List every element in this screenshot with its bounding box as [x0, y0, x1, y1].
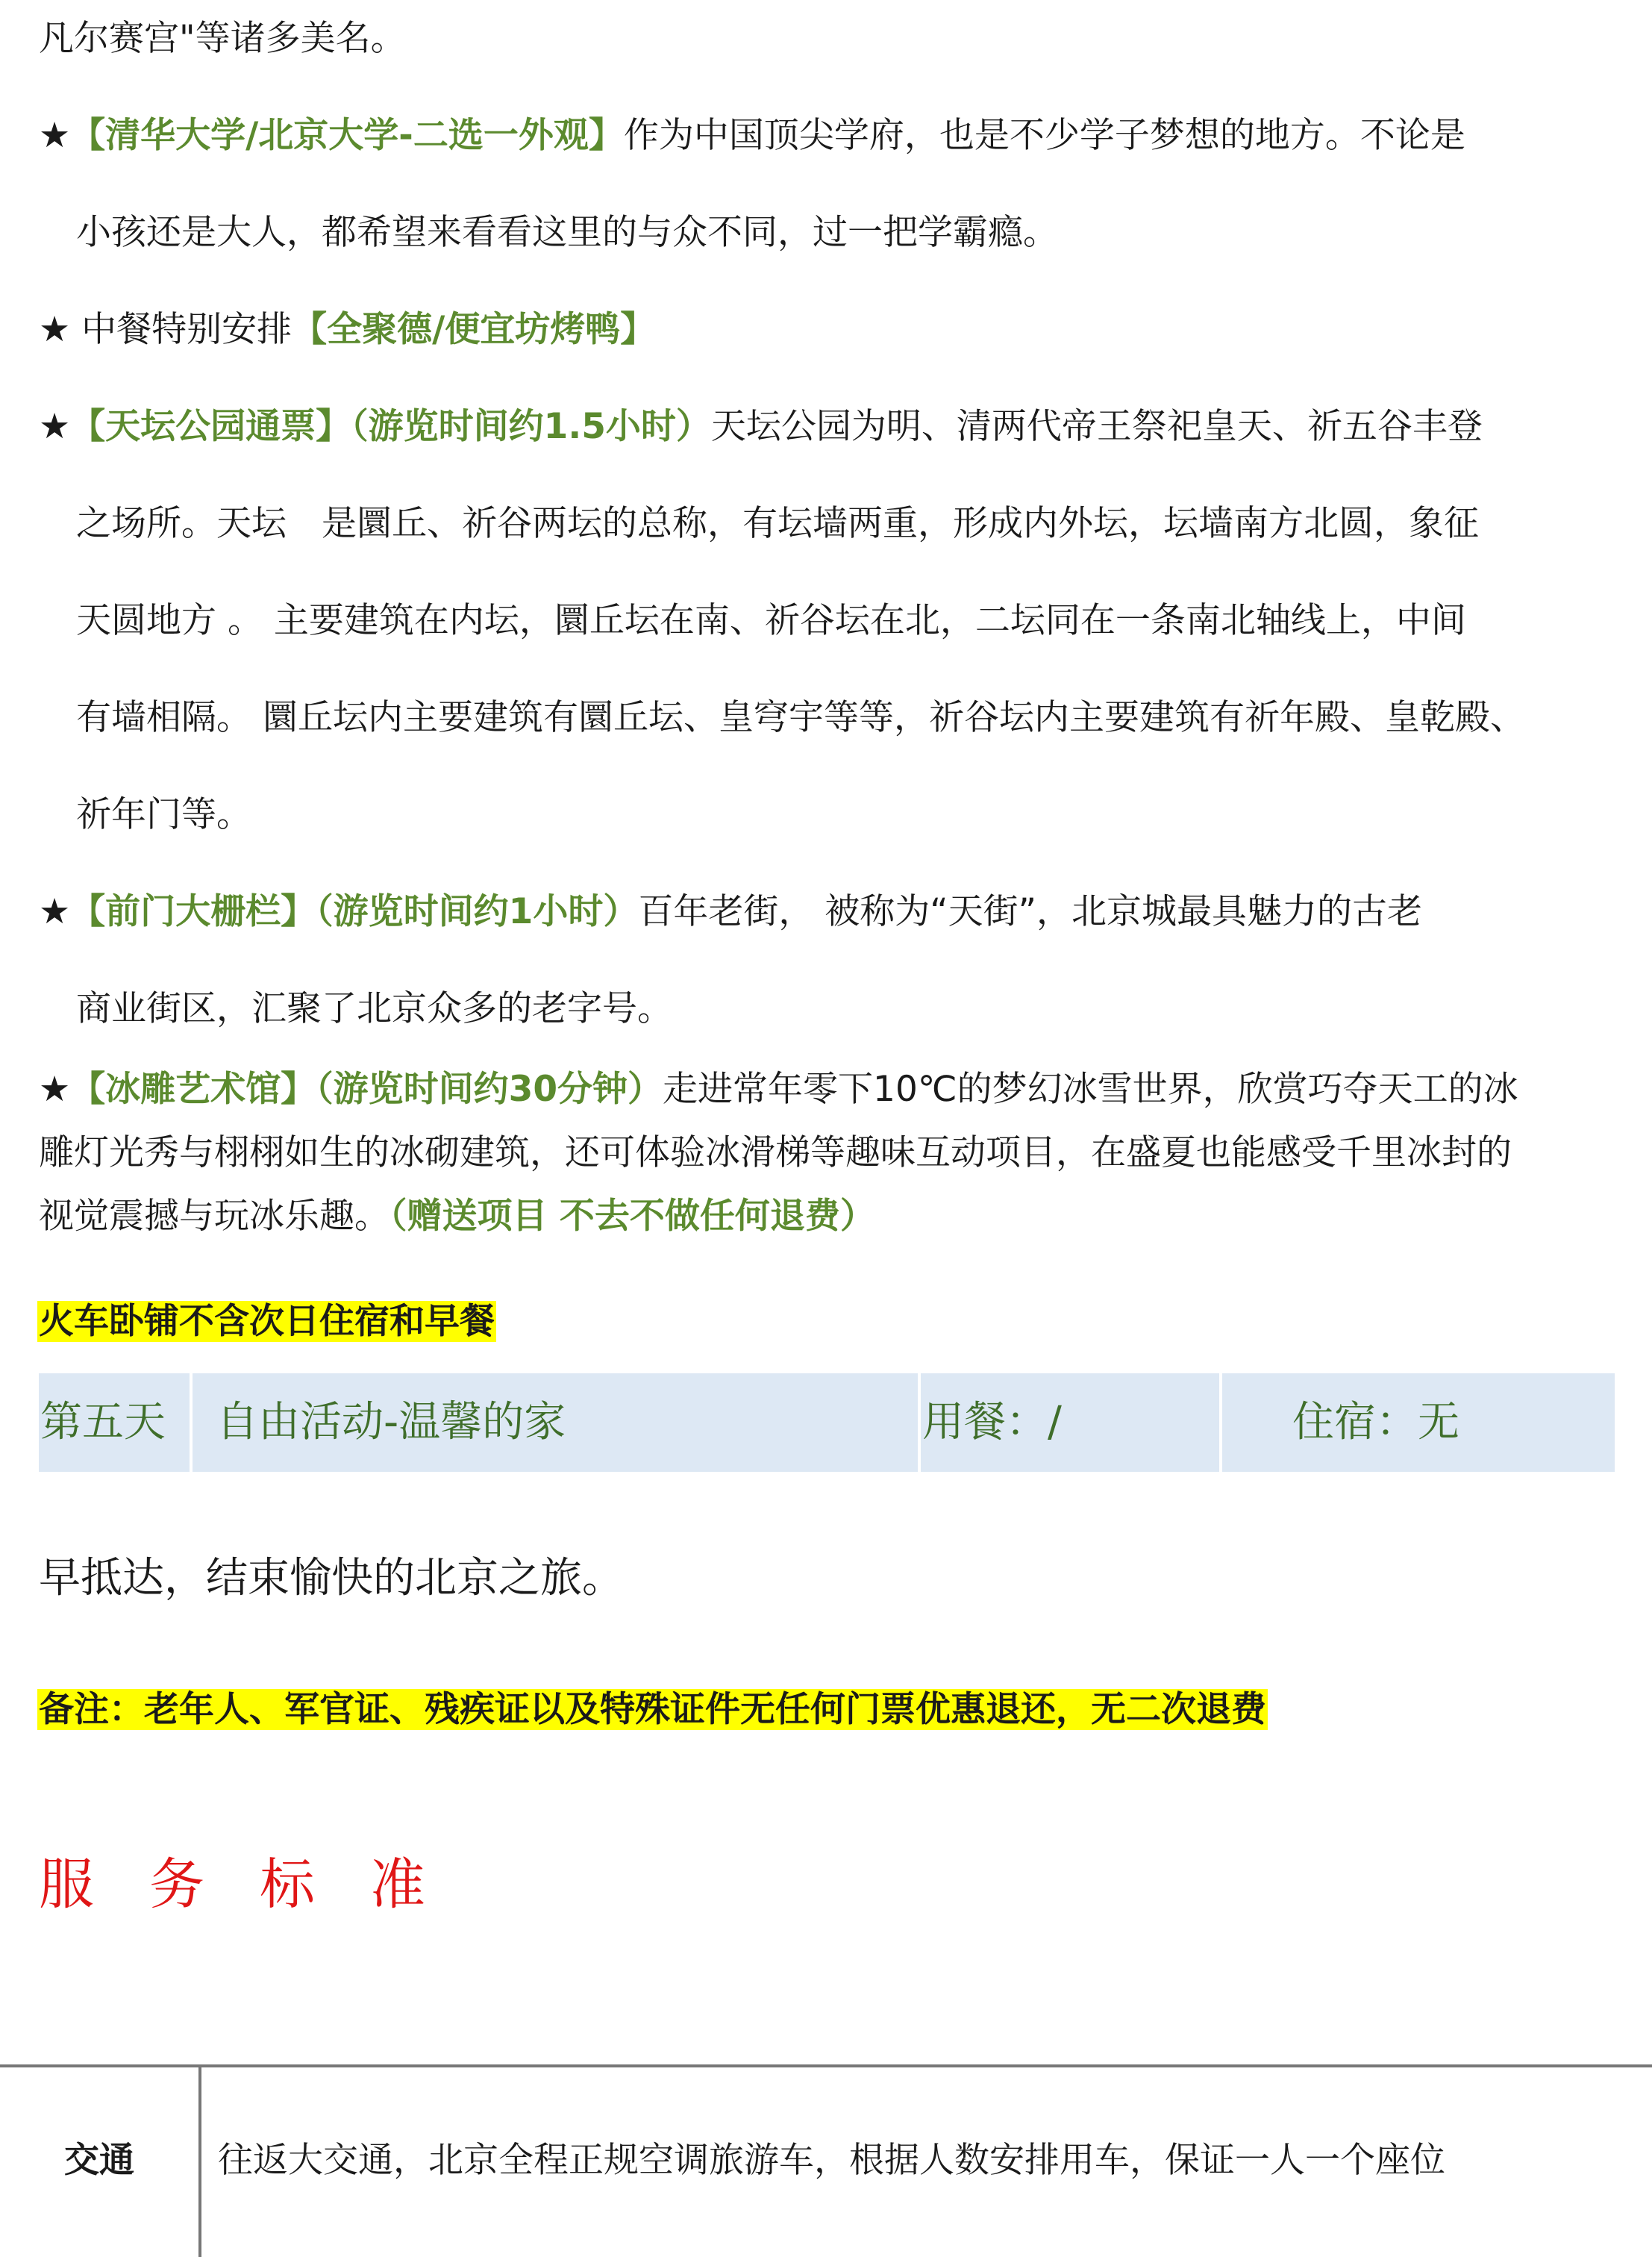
day5-header-row	[39, 1373, 1615, 1472]
remark-note	[37, 1687, 1268, 1733]
item-tiantan-line2: 之场所。天坛 是圜丘、祈谷两坛的总称，有坛墙两重，形成内外坛，坛墙南方北圆，象征	[76, 503, 1479, 544]
item-qianmen-line1	[39, 890, 1422, 934]
item-ice-line2: 雕灯光秀与栩栩如生的冰砌建筑，还可体验冰滑梯等趣味互动项目，在盛夏也能感受千里冰封的	[39, 1132, 1512, 1173]
train-note	[37, 1299, 496, 1345]
item-title: 【天坛公园通票】（游览时间约1.5小时）	[70, 406, 711, 447]
day5-divider	[190, 1373, 193, 1472]
service-standard-heading: 服务标准	[39, 1852, 481, 1917]
item-text: 视觉震撼与玩冰乐趣。	[39, 1196, 389, 1237]
item-text: 百年老街， 被称为“天街”，北京城最具魅力的古老	[638, 891, 1422, 932]
day5-divider	[1219, 1373, 1222, 1472]
item-lunch-line	[39, 308, 655, 352]
item-ice-line3	[39, 1194, 875, 1239]
service-table-value: 往返大交通，北京全程正规空调旅游车，根据人数安排用车，保证一人一个座位	[218, 2140, 1445, 2181]
remark-text: 备注：老年人、军官证、残疾证以及特殊证件无任何门票优惠退还，无二次退费	[39, 1689, 1266, 1730]
item-tiantan-line4: 有墙相隔。 圜丘坛内主要建筑有圜丘坛、皇穹宇等等，祈谷坛内主要建筑有祈年殿、皇乾殿、	[76, 697, 1525, 738]
gift-note: （赠送项目 不去不做任何退费）	[389, 1196, 875, 1237]
star-icon: ★	[39, 891, 71, 932]
day5-description: 早抵达，结束愉快的北京之旅。	[39, 1554, 624, 1602]
item-title: 【全聚德/便宜坊烤鸭】	[292, 309, 656, 350]
item-tsinghua-line2: 小孩还是大人，都希望来看看这里的与众不同，过一把学霸瘾。	[76, 212, 1058, 253]
item-tiantan-line3: 天圆地方 。 主要建筑在内坛，圜丘坛在南、祈谷坛在北，二坛同在一条南北轴线上，中间	[76, 600, 1466, 641]
star-icon: ★	[39, 115, 71, 156]
item-text: 走进常年零下10℃的梦幻冰雪世界，欣赏巧夺天工的冰	[663, 1069, 1518, 1110]
star-icon: ★	[39, 406, 71, 447]
item-text: 作为中国顶尖学府，也是不少学子梦想的地方。不论是	[623, 115, 1465, 156]
item-title: 【冰雕艺术馆】（游览时间约30分钟）	[70, 1069, 663, 1110]
day5-title: 自由活动-温馨的家	[216, 1398, 566, 1446]
item-title: 【清华大学/北京大学-二选一外观】	[70, 115, 624, 156]
item-tiantan-line5: 祈年门等。	[76, 794, 251, 835]
item-title: 【前门大栅栏】（游览时间约1小时）	[70, 891, 639, 932]
service-table-label: 交通	[64, 2140, 134, 2181]
day5-meals: 用餐：/	[922, 1398, 1062, 1446]
item-tiantan-line1	[39, 405, 1483, 449]
item-prefix: 中餐特别安排	[70, 309, 292, 350]
item-text: 天坛公园为明、清两代帝王祭祀皇天、祈五谷丰登	[710, 406, 1483, 447]
item-qianmen-line2: 商业街区，汇聚了北京众多的老字号。	[76, 988, 672, 1029]
item-ice-line1	[39, 1067, 1518, 1112]
service-table	[0, 2064, 1652, 2254]
day5-divider	[918, 1373, 921, 1472]
day5-lodging: 住宿：无	[1292, 1398, 1459, 1446]
day5-label: 第五天	[40, 1398, 166, 1446]
service-table-divider	[198, 2067, 201, 2257]
star-icon: ★	[39, 1069, 71, 1110]
item-tsinghua-line1	[39, 113, 1465, 158]
star-icon: ★	[39, 309, 71, 350]
intro-tail-text: 凡尔赛宫"等诸多美名。	[39, 18, 406, 59]
train-note-text: 火车卧铺不含次日住宿和早餐	[39, 1301, 495, 1342]
